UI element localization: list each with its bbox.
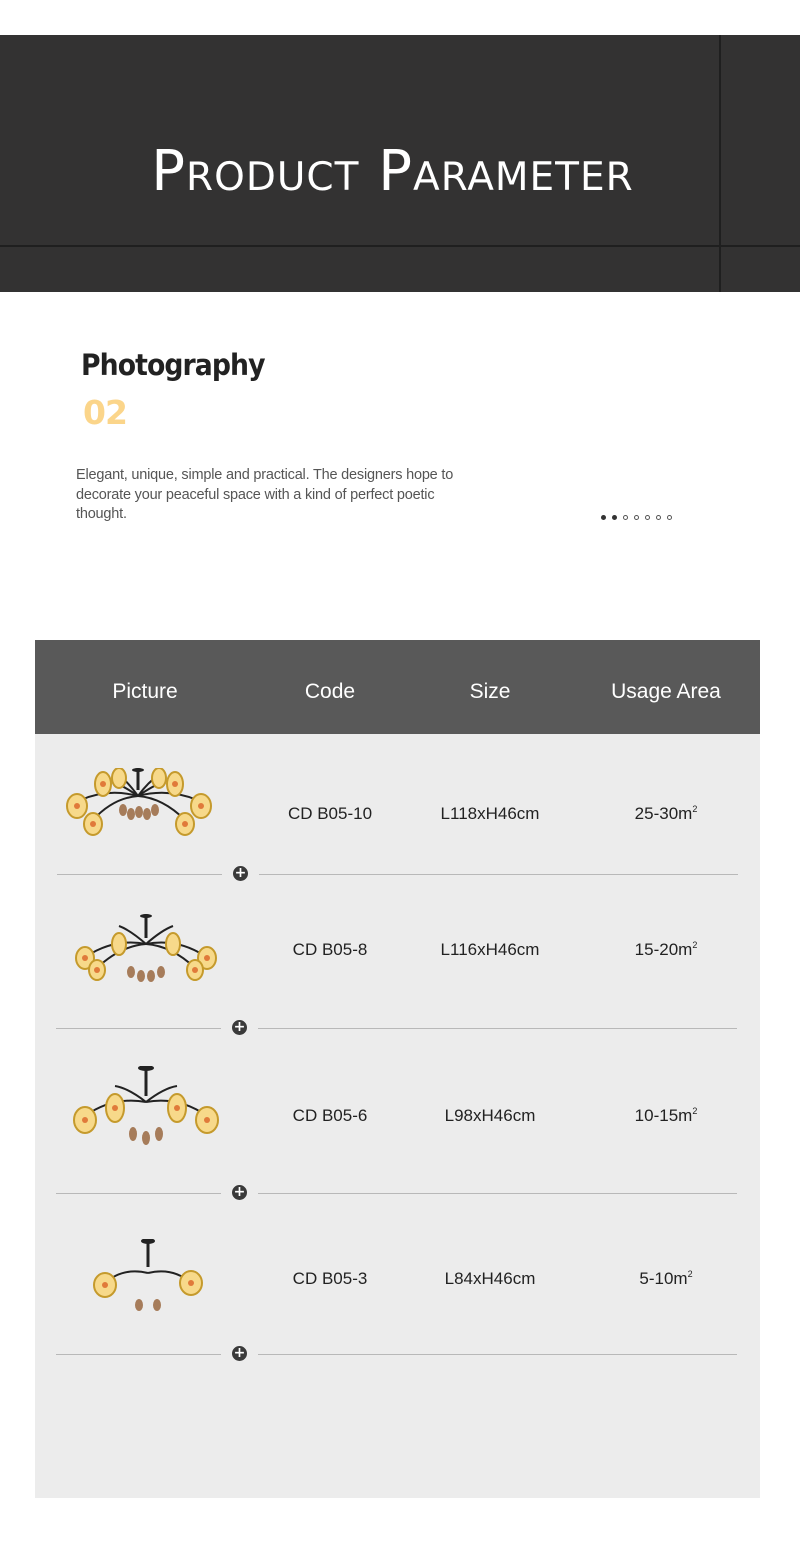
pagination-dot[interactable] xyxy=(612,515,617,520)
header-code: Code xyxy=(304,680,356,703)
plus-circle-icon[interactable]: + xyxy=(234,865,247,881)
code-cell: CD B05-3 xyxy=(292,1269,368,1288)
header-usage-area: Usage Area xyxy=(611,680,721,703)
section-heading: Photography xyxy=(81,348,265,382)
header-banner xyxy=(0,35,800,292)
header-picture: Picture xyxy=(112,680,178,703)
usage-area-cell: $5-10m^2$ xyxy=(639,1269,693,1288)
header-size: Size xyxy=(469,680,511,703)
pagination-dot[interactable] xyxy=(656,515,661,520)
size-cell: L84xH46cm xyxy=(444,1269,536,1288)
code-cell: CD B05-6 xyxy=(292,1106,368,1125)
usage-area-cell: $25-30m^2$ xyxy=(634,804,698,823)
size-cell: L98xH46cm xyxy=(444,1106,536,1125)
row-divider xyxy=(259,874,738,875)
table-row xyxy=(35,1028,760,1193)
section-number: 02 xyxy=(83,393,127,432)
plus-circle-icon[interactable]: + xyxy=(233,1184,246,1200)
usage-area-cell: $15-20m^2$ xyxy=(634,940,698,959)
code-cell: CD B05-8 xyxy=(292,940,368,959)
pagination-dot[interactable] xyxy=(623,515,628,520)
chandelier-3-lights-image xyxy=(93,1239,203,1317)
pagination-dot[interactable] xyxy=(601,515,606,520)
size-cell: L118xH46cm xyxy=(440,804,540,823)
table-header xyxy=(35,640,760,734)
size-cell: L116xH46cm xyxy=(440,940,540,959)
table-row xyxy=(35,1193,760,1354)
row-divider xyxy=(57,874,222,875)
table-row xyxy=(35,734,760,884)
product-parameter-table xyxy=(35,640,760,1498)
plus-circle-icon[interactable]: + xyxy=(233,1019,246,1035)
pagination-dot[interactable] xyxy=(645,515,650,520)
chandelier-6-lights-image xyxy=(73,1066,219,1152)
banner-divider-horizontal xyxy=(0,245,800,247)
page-title: Product Parameter xyxy=(151,139,634,204)
chandelier-10-lights-image xyxy=(63,768,215,844)
pagination-dot[interactable] xyxy=(634,515,639,520)
pagination-dot[interactable] xyxy=(667,515,672,520)
usage-area-cell: $10-15m^2$ xyxy=(634,1106,698,1125)
table-row xyxy=(35,884,760,1028)
chandelier-8-lights-image xyxy=(75,914,217,990)
code-cell: CD B05-10 xyxy=(287,804,373,823)
row-divider xyxy=(56,1354,221,1355)
plus-circle-icon[interactable]: + xyxy=(233,1345,246,1361)
pagination-dots xyxy=(601,515,672,520)
section-description: Elegant, unique, simple and practical. The designers hope to decorate your peaceful space with a kind of perfect poetic thought. xyxy=(76,467,454,522)
row-divider xyxy=(258,1354,737,1355)
